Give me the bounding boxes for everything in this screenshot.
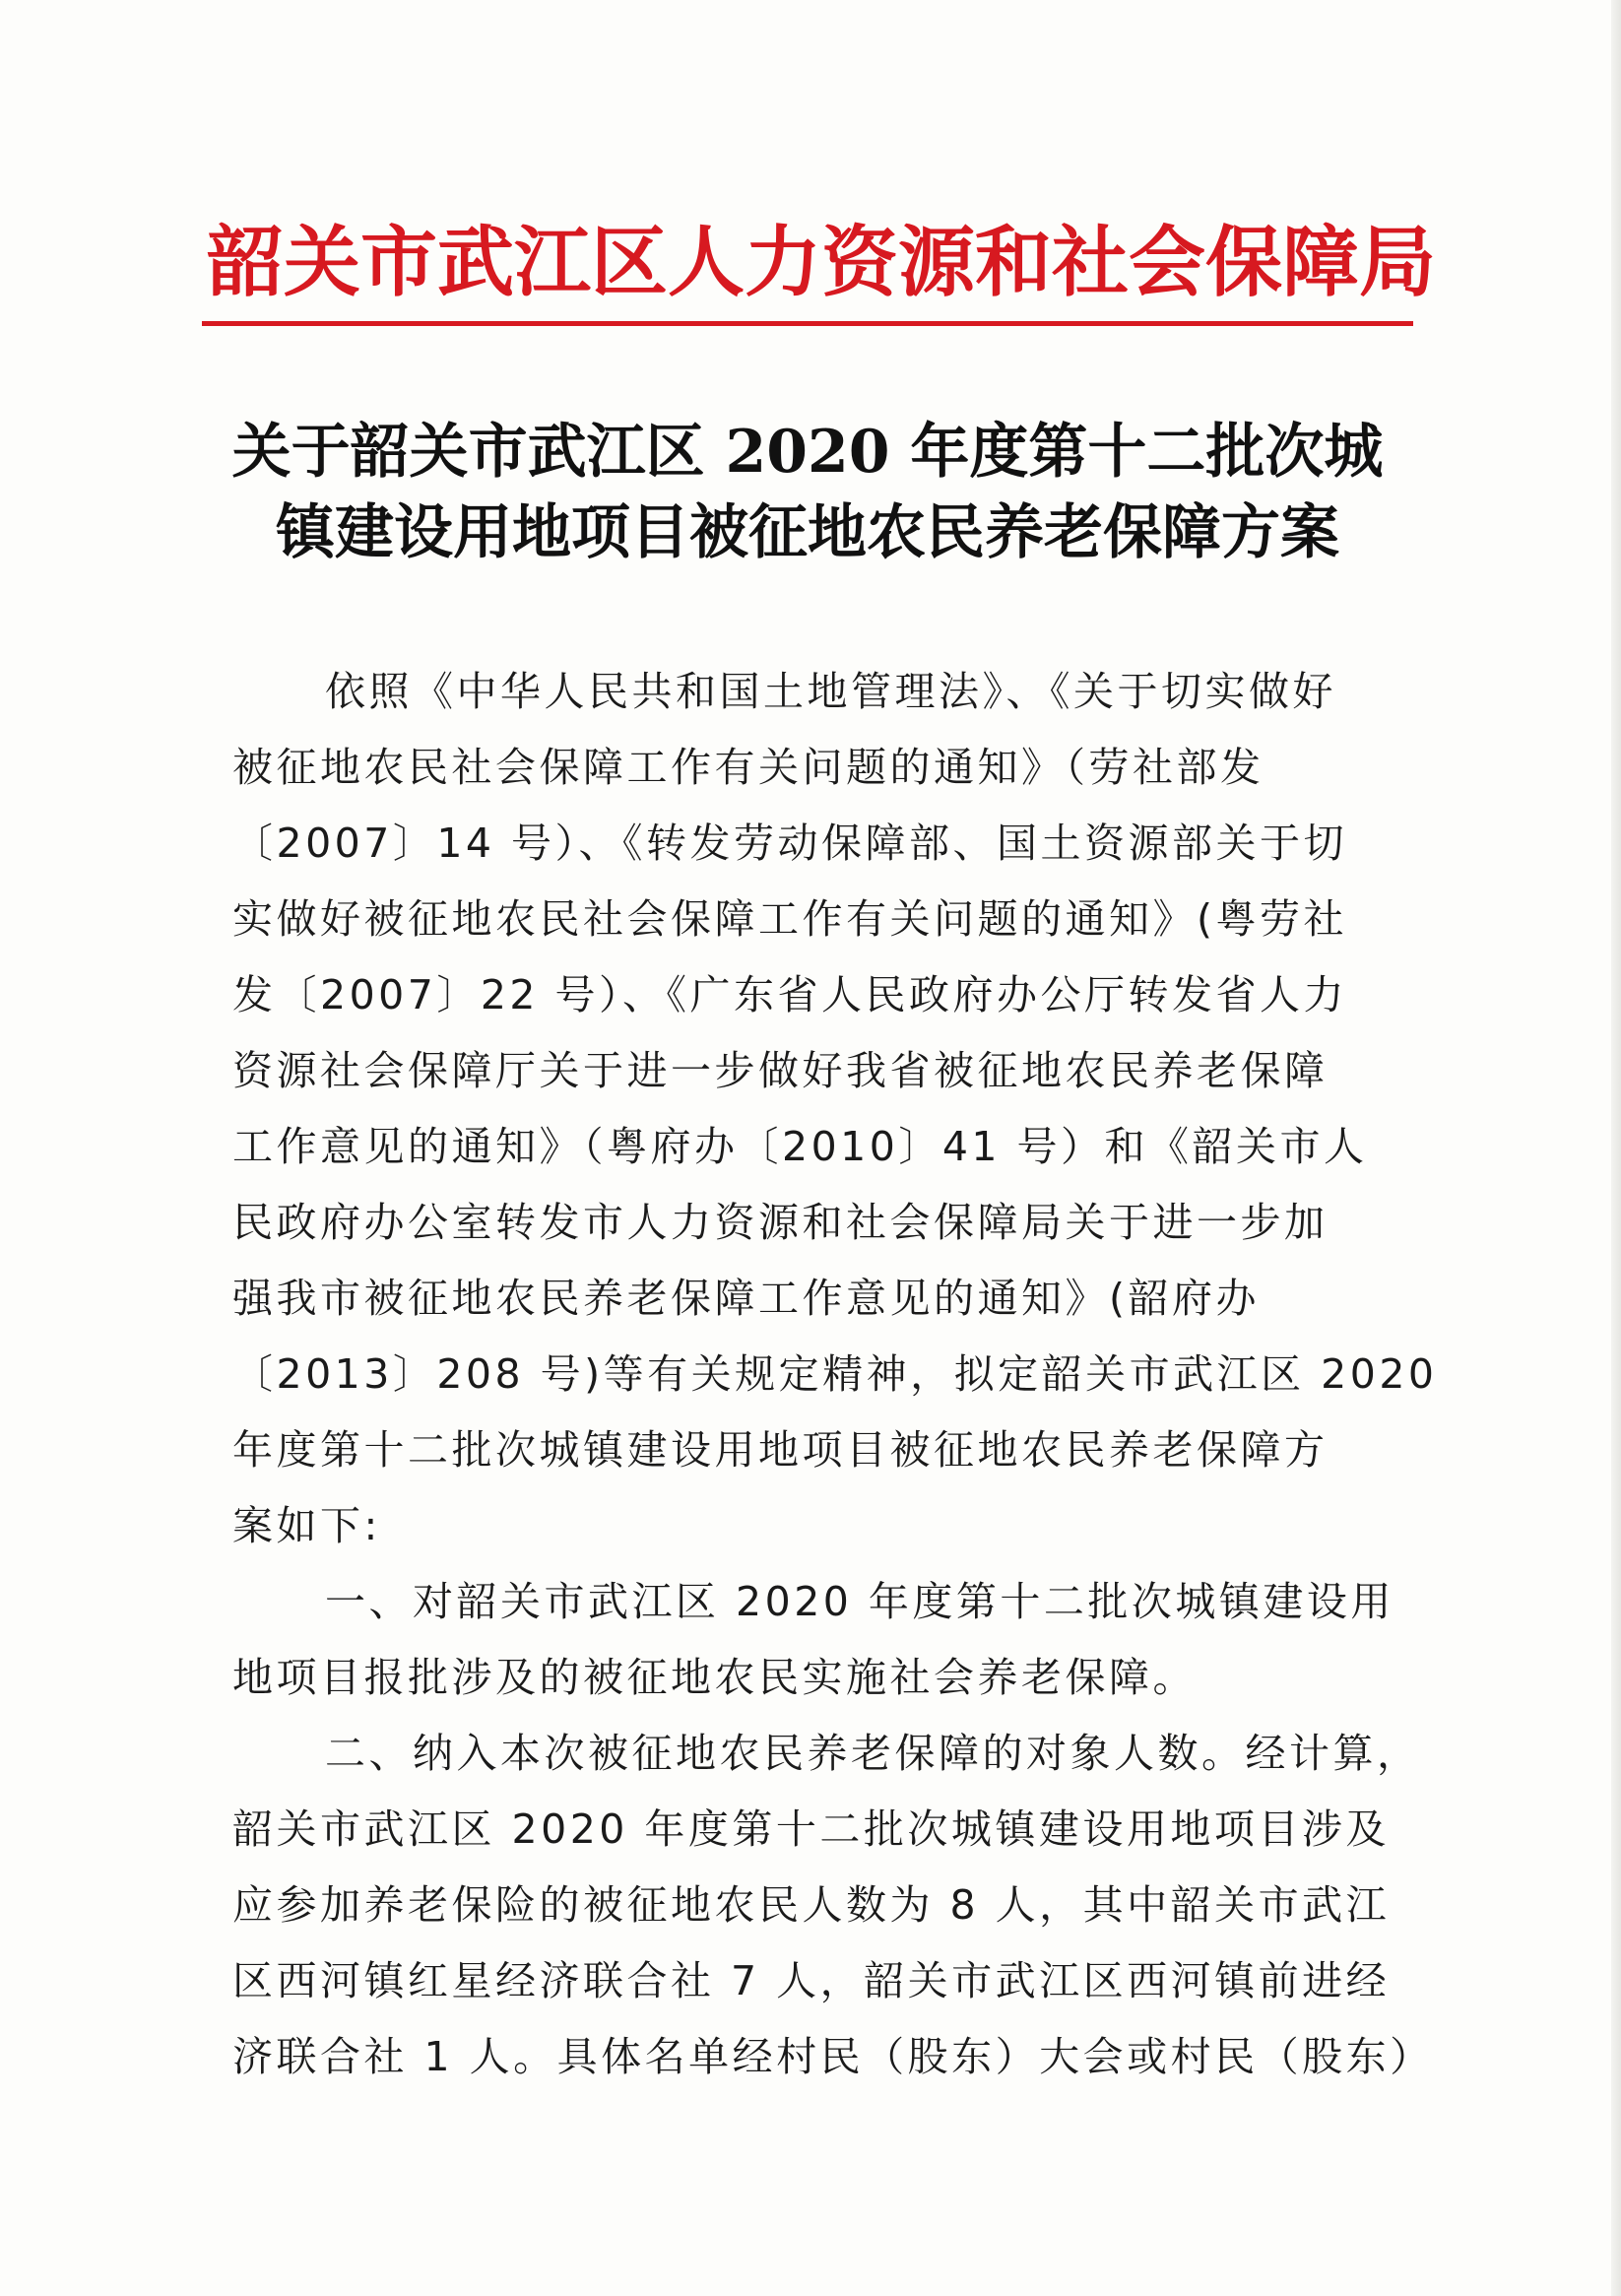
body-line: 民政府办公室转发市人力资源和社会保障局关于进一步加 <box>232 1199 1329 1246</box>
body-line: 实做好被征地农民社会保障工作有关问题的通知》(粤劳社 <box>232 895 1347 943</box>
letterhead-red-rule <box>202 321 1413 326</box>
body-line: 被征地农民社会保障工作有关问题的通知》（劳社部发 <box>232 744 1264 791</box>
agency-letterhead: 韶关市武江区人力资源和社会保障局 <box>207 218 1437 307</box>
body-line: 区西河镇红星经济联合社 7 人，韶关市武江区西河镇前进经 <box>232 1957 1391 2004</box>
scan-edge-shadow <box>1611 0 1621 2296</box>
body-line: 强我市被征地农民养老保障工作意见的通知》(韶府办 <box>232 1275 1260 1322</box>
title-line-1: 关于韶关市武江区 2020 年度第十二批次城 <box>231 418 1384 487</box>
body-line: 一、对韶关市武江区 2020 年度第十二批次城镇建设用 <box>325 1578 1394 1625</box>
body-line: 地项目报批涉及的被征地农民实施社会养老保障。 <box>232 1654 1197 1701</box>
body-line: 应参加养老保险的被征地农民人数为 8 人，其中韶关市武江 <box>232 1881 1391 1929</box>
body-line: 韶关市武江区 2020 年度第十二批次城镇建设用地项目涉及 <box>232 1805 1390 1853</box>
body-line: 工作意见的通知》（粤府办〔2010〕41 号）和《韶关市人 <box>232 1123 1368 1170</box>
body-line: 二、纳入本次被征地农民养老保障的对象人数。经计算， <box>325 1730 1421 1777</box>
body-line: 济联合社 1 人。具体名单经村民（股东）大会或村民（股东） <box>232 2033 1434 2080</box>
title-line-2: 镇建设用地项目被征地农民养老保障方案 <box>276 498 1339 567</box>
body-line: 依照《中华人民共和国土地管理法》、《关于切实做好 <box>325 668 1336 715</box>
body-line: 资源社会保障厅关于进一步做好我省被征地农民养老保障 <box>232 1047 1329 1094</box>
body-line: 案如下: <box>232 1502 381 1549</box>
body-line: 〔2013〕208 号)等有关规定精神，拟定韶关市武江区 2020 <box>232 1350 1438 1398</box>
body-line: 〔2007〕14 号）、《转发劳动保障部、国土资源部关于切 <box>232 820 1348 867</box>
document-title <box>197 412 1418 573</box>
body-line: 年度第十二批次城镇建设用地项目被征地农民养老保障方 <box>232 1426 1329 1474</box>
body-line: 发〔2007〕22 号）、《广东省人民政府办公厅转发省人力 <box>232 971 1348 1018</box>
